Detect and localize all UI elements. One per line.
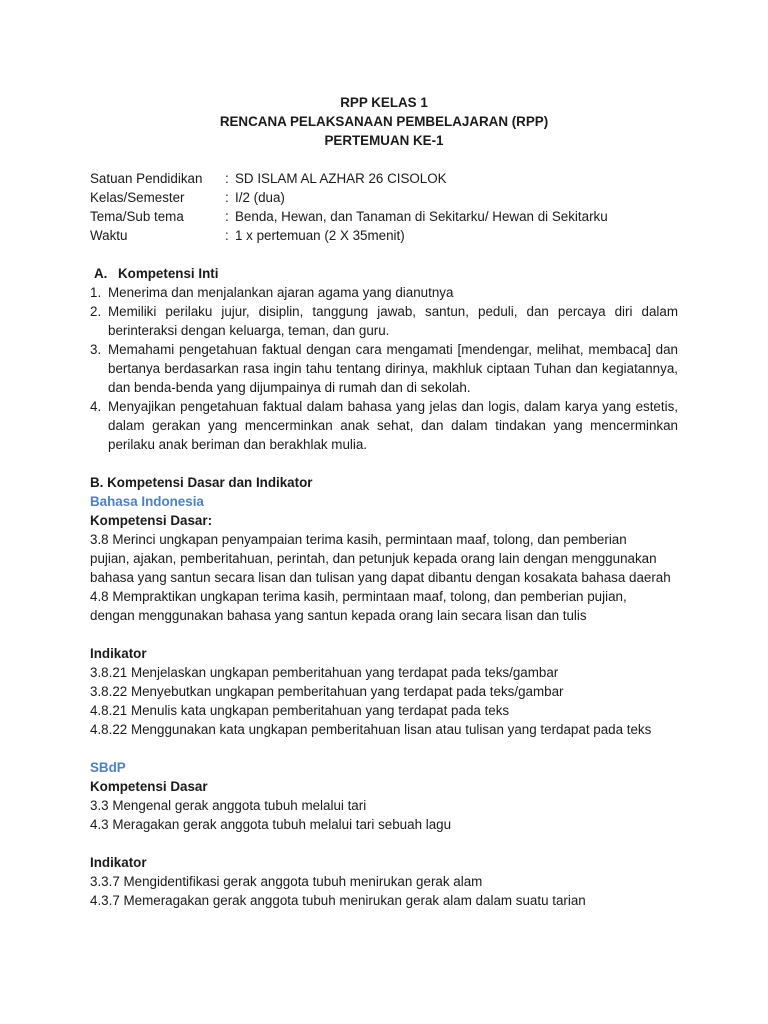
- document-content: [90, 93, 678, 910]
- indikator-title: Indikator: [90, 855, 147, 870]
- kd-line: bahasa yang santun secara lisan dan tulisan yang dapat dibantu dengan kosakata bahasa daerah: [90, 570, 671, 585]
- identity-separator: :: [225, 228, 229, 243]
- header-line-2: RENCANA PELAKSANAAN PEMBELAJARAN (RPP): [219, 114, 549, 129]
- section-a-heading: [90, 264, 678, 283]
- indikator-line: 4.3.7 Memeragakan gerak anggota tubuh menirukan gerak alam dalam suatu tarian: [90, 893, 586, 908]
- list-item: [90, 340, 678, 397]
- section-b-title: B. Kompetensi Dasar dan Indikator: [90, 475, 313, 490]
- kd-title: Kompetensi Dasar:: [90, 513, 213, 528]
- list-item-text: Menyajikan pengetahuan faktual dalam bahasa yang jelas dan logis, dalam karya yang estetis, dalam gerakan yang mencerminkan anak sehat, dan dalam tindakan yang mencerminkan perilaku anak beriman dan berakhlak mulia.: [108, 399, 678, 452]
- list-item: [90, 283, 678, 302]
- indikator-line: 4.8.21 Menulis kata ungkapan pemberitahuan yang terdapat pada teks: [90, 703, 510, 718]
- indikator-line: 3.8.22 Menyebutkan ungkapan pemberitahuan yang terdapat pada teks/gambar: [90, 684, 564, 699]
- identity-separator: :: [225, 209, 229, 224]
- list-item: [90, 397, 678, 454]
- list-item: [90, 302, 678, 340]
- kd-title: Kompetensi Dasar: [90, 779, 208, 794]
- identity-label: Kelas/Semester: [90, 190, 185, 205]
- indikator-line: 4.8.22 Menggunakan kata ungkapan pemberitahuan lisan atau tulisan yang terdapat pada teks: [90, 722, 652, 737]
- identity-separator: :: [225, 171, 229, 186]
- indikator-line: 3.3.7 Mengidentifikasi gerak anggota tubuh menirukan gerak alam: [90, 874, 483, 889]
- identity-separator: :: [225, 190, 229, 205]
- identity-label: Tema/Sub tema: [90, 209, 184, 224]
- list-item-number: 4.: [90, 399, 102, 414]
- header-line-1: RPP KELAS 1: [340, 95, 428, 110]
- list-item-text: Memahami pengetahuan faktual dengan cara mengamati [mendengar, melihat, membaca] dan bertanya berdasarkan rasa ingin tahu tentang dirinya, makhluk ciptaan Tuhan dan kegiatannya, dan benda-benda yang dijumpainya di rumah dan di sekolah.: [108, 342, 678, 395]
- kd-line: 4.8 Mempraktikan ungkapan terima kasih, permintaan maaf, tolong, dan pemberian pujian,: [90, 589, 627, 604]
- header-line-3: PERTEMUAN KE-1: [324, 133, 444, 148]
- identity-label: Waktu: [90, 228, 128, 243]
- kd-line: pujian, ajakan, pemberitahuan, perintah, dan petunjuk kepada orang lain dengan menggunakan: [90, 551, 657, 566]
- kompetensi-inti-list: [90, 283, 678, 454]
- kd-line: 3.8 Merinci ungkapan penyampaian terima kasih, permintaan maaf, tolong, dan pemberian: [90, 532, 627, 547]
- identity-row: [90, 226, 678, 245]
- kd-line: 3.3 Mengenal gerak anggota tubuh melalui tari: [90, 798, 367, 813]
- list-item-number: 1.: [90, 285, 102, 300]
- identity-value: 1 x pertemuan (2 X 35menit): [235, 228, 405, 243]
- kd-line: 4.3 Meragakan gerak anggota tubuh melalui tari sebuah lagu: [90, 817, 452, 832]
- list-item-text: Menerima dan menjalankan ajaran agama yang dianutnya: [108, 285, 454, 300]
- identity-row: [90, 188, 678, 207]
- section-a-title: Kompetensi Inti: [118, 266, 219, 281]
- identity-label: Satuan Pendidikan: [90, 171, 203, 186]
- indikator-title: Indikator: [90, 646, 147, 661]
- identity-table: [90, 169, 678, 245]
- section-a-mark: A.: [94, 266, 108, 281]
- indikator-line: 3.8.21 Menjelaskan ungkapan pemberitahuan yang terdapat pada teks/gambar: [90, 665, 559, 680]
- identity-row: [90, 207, 678, 226]
- identity-value: I/2 (dua): [235, 190, 285, 205]
- kd-line: dengan menggunakan bahasa yang santun kepada orang lain secara lisan dan tulis: [90, 608, 587, 623]
- identity-value: Benda, Hewan, dan Tanaman di Sekitarku/ Hewan di Sekitarku: [235, 209, 608, 224]
- list-item-number: 3.: [90, 342, 102, 357]
- list-item-number: 2.: [90, 304, 102, 319]
- document-header: [90, 93, 678, 150]
- list-item-text: Memiliki perilaku jujur, disiplin, tanggung jawab, santun, peduli, dan percaya diri dalam berinteraksi dengan keluarga, teman, dan guru.: [108, 304, 678, 338]
- subject-bahasa-indonesia: Bahasa Indonesia: [90, 494, 204, 509]
- identity-value: SD ISLAM AL AZHAR 26 CISOLOK: [235, 171, 447, 186]
- identity-row: [90, 169, 678, 188]
- subject-sbdp: SBdP: [90, 760, 126, 775]
